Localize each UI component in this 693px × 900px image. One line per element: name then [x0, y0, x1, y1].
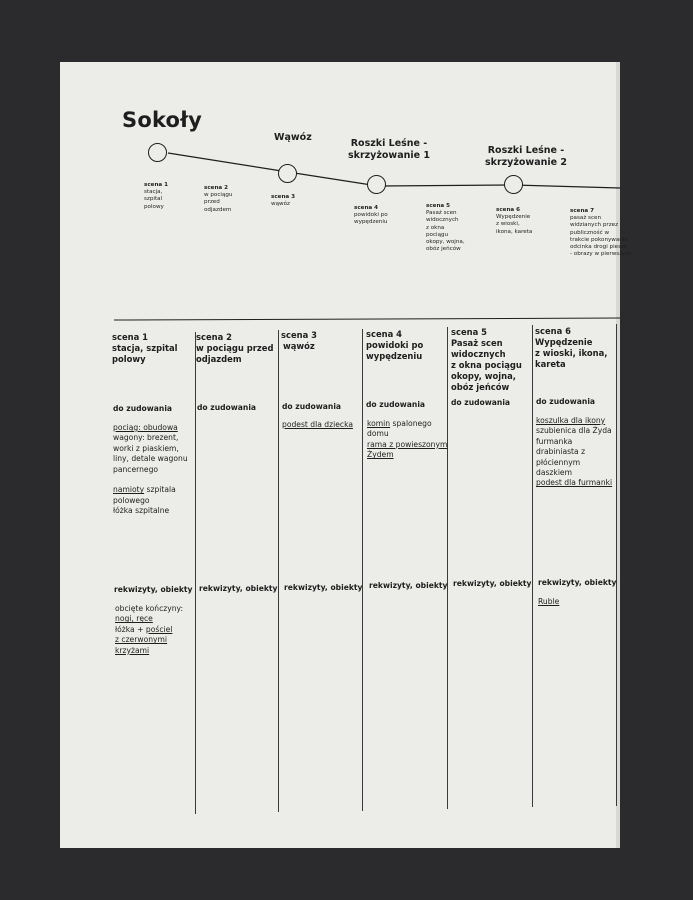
props-section-label: rekwizyty, obiekty — [199, 584, 278, 593]
column-divider — [616, 324, 617, 806]
list-item: drabiniasta z — [536, 447, 586, 457]
timeline-node — [367, 175, 386, 194]
timeline-scene-text: publiczność w — [570, 229, 610, 236]
heading-line: okopy, wojna, — [451, 371, 516, 381]
heading-line: z wioski, ikona, — [535, 348, 608, 358]
section-divider — [114, 318, 620, 320]
document-page — [60, 62, 631, 848]
column-heading-scene-6 — [535, 326, 607, 370]
build-items-list — [282, 420, 353, 430]
timeline-scene-text: wypędzeniu — [354, 219, 388, 226]
list-item: podest dla furmanki — [536, 478, 613, 488]
props-section-label: rekwizyty, obiekty — [369, 581, 448, 590]
timeline-scene-number: scena 2 — [204, 185, 229, 191]
timeline-scene-text: polowy — [144, 203, 164, 210]
timeline-scene-5 — [426, 203, 465, 253]
column-divider — [362, 329, 363, 811]
heading-line: scena 4 — [366, 329, 402, 339]
column-heading-scene-3 — [281, 330, 317, 352]
heading-line: obóz jeńców — [451, 382, 510, 392]
list-item: daszkiem — [536, 468, 572, 478]
props-items-list — [538, 597, 559, 607]
timeline-scene-number: scena 4 — [354, 205, 379, 211]
timeline-scene-text: ikona, kareta — [496, 228, 533, 235]
location-label — [274, 132, 312, 144]
timeline-scene-text: wąwóz — [271, 201, 290, 208]
list-item: furmanka — [536, 436, 573, 446]
heading-line: kareta — [535, 359, 566, 369]
timeline-scene-number: scena 1 — [144, 182, 169, 188]
timeline-scene-number: scena 5 — [426, 203, 451, 209]
timeline-node — [278, 164, 297, 183]
list-item: podest dla dziecka — [282, 420, 353, 429]
timeline-scene-text: widzianych przez — [570, 222, 619, 229]
timeline-scene-2 — [204, 185, 232, 214]
list-item: rama z powieszonym — [367, 439, 448, 449]
location-line: Roszki Leśne - — [350, 138, 428, 149]
location-line: skrzyżowanie 1 — [347, 150, 430, 161]
props-section-label: rekwizyty, obiekty — [538, 578, 617, 587]
build-section-label: do zudowania — [536, 397, 596, 406]
build-items-list — [536, 416, 612, 489]
timeline-scene-4 — [354, 205, 388, 227]
list-item: Żydem — [367, 450, 394, 460]
build-items-list — [113, 423, 188, 517]
timeline-scene-1 — [144, 182, 168, 211]
timeline-scene-text: powidoki po — [354, 212, 388, 219]
timeline-scene-6 — [496, 207, 532, 236]
list-item — [113, 475, 188, 485]
timeline-scene-text: pociągu — [426, 231, 449, 238]
timeline-scene-text: stacja, — [144, 189, 163, 196]
build-section-label: do zudowania — [451, 398, 511, 407]
list-item: pancernego — [113, 464, 159, 474]
list-item: koszulka dla ikony — [536, 416, 606, 425]
list-item: łóżka szpitalne — [113, 506, 170, 516]
list-item: namioty szpitala — [113, 485, 176, 495]
heading-line: scena 2 — [196, 332, 232, 342]
column-divider — [447, 327, 448, 809]
heading-line: w pociągu przed — [196, 343, 274, 353]
column-heading-scene-2 — [196, 332, 273, 365]
timeline-scene-text: z okna — [426, 224, 445, 231]
props-items-list — [115, 604, 183, 656]
heading-line: Wypędzenie — [535, 337, 593, 347]
list-item: obcięte kończyny: — [115, 604, 184, 613]
build-items-list — [367, 419, 447, 461]
list-item: nogi, ręce — [115, 614, 153, 624]
list-item: łóżka + pościel — [115, 624, 173, 634]
timeline-scene-text: w pociągu — [204, 192, 233, 199]
timeline-scene-text: z wioski, — [496, 221, 520, 228]
timeline-scene-text: - obrazy w pierwszym — [570, 251, 631, 258]
list-item: pociąg: obudowa — [113, 423, 178, 432]
heading-line: z okna pociągu — [451, 360, 522, 370]
heading-line: polowy — [112, 354, 146, 364]
heading-line: scena 3 — [281, 330, 317, 340]
build-section-label: do zudowania — [113, 404, 173, 413]
document-title: Sokoły — [122, 108, 203, 132]
timeline-scene-text: szpital — [144, 196, 163, 203]
heading-line: odjazdem — [196, 354, 242, 364]
props-section-label: rekwizyty, obiekty — [284, 583, 363, 592]
timeline-scene-text: Wypędzenie — [496, 214, 531, 221]
props-section-label: rekwizyty, obiekty — [114, 585, 193, 594]
timeline-scene-text: odcinka drogi pieszo — [570, 244, 628, 251]
column-divider — [532, 325, 533, 807]
list-item: komin spalonego — [367, 419, 432, 428]
location-line: Roszki Leśne - — [487, 145, 565, 156]
timeline-scene-text: okopy, wojna, — [426, 239, 465, 246]
timeline-scene-text: przed — [204, 199, 220, 206]
list-item: z czerwonymi — [115, 635, 168, 645]
timeline-scene-7 — [570, 208, 631, 258]
timeline-scene-number: scena 7 — [570, 208, 595, 214]
column-heading-scene-5 — [451, 327, 522, 393]
list-item: płóciennym — [536, 457, 581, 467]
list-item: worki z piaskiem, — [113, 443, 179, 453]
timeline-scene-number: scena 6 — [496, 207, 521, 213]
timeline-scene-3 — [271, 194, 295, 208]
heading-line: scena 6 — [535, 326, 571, 336]
timeline-scene-text: pasaż scen — [570, 215, 602, 222]
timeline-node — [148, 143, 167, 162]
timeline-scene-text: Pasaż scen — [426, 210, 457, 217]
list-item: szubienica dla Żyda — [536, 426, 612, 436]
build-section-label: do zudowania — [366, 400, 426, 409]
location-label — [482, 145, 570, 169]
timeline-scene-number: scena 3 — [271, 194, 296, 200]
list-item: wagony: brezent, — [113, 433, 179, 443]
props-section-label: rekwizyty, obiekty — [453, 579, 532, 588]
build-section-label: do zudowania — [197, 403, 257, 412]
location-line: Wąwóz — [274, 132, 312, 143]
heading-line: wąwóz — [283, 341, 315, 351]
build-section-label: do zudowania — [282, 402, 342, 411]
heading-line: powidoki po — [366, 340, 424, 350]
heading-line: Pasaż scen — [451, 338, 503, 348]
timeline-scene-text: odjazdem — [204, 206, 232, 213]
location-label — [344, 138, 434, 162]
timeline-node — [504, 175, 523, 194]
timeline-scene-text: widocznych — [426, 217, 459, 224]
heading-line: stacja, szpital — [112, 343, 178, 353]
list-item: krzyżami — [115, 645, 150, 655]
list-item: Ruble — [538, 597, 560, 606]
list-item: polowego — [113, 495, 150, 505]
column-divider — [195, 332, 196, 814]
timeline-scene-text: trakcie pokonywania — [570, 236, 628, 243]
timeline-scene-text: obóz jeńców — [426, 246, 461, 253]
heading-line: scena 1 — [112, 332, 148, 342]
column-divider — [278, 330, 279, 812]
list-item: domu — [367, 429, 389, 439]
heading-line: wypędzeniu — [366, 351, 423, 361]
column-heading-scene-4 — [366, 329, 423, 362]
location-line: skrzyżowanie 2 — [484, 157, 567, 168]
heading-line: scena 5 — [451, 327, 487, 337]
heading-line: widocznych — [451, 349, 506, 359]
list-item: liny, detale wagonu — [113, 454, 188, 464]
column-heading-scene-1 — [112, 332, 177, 365]
